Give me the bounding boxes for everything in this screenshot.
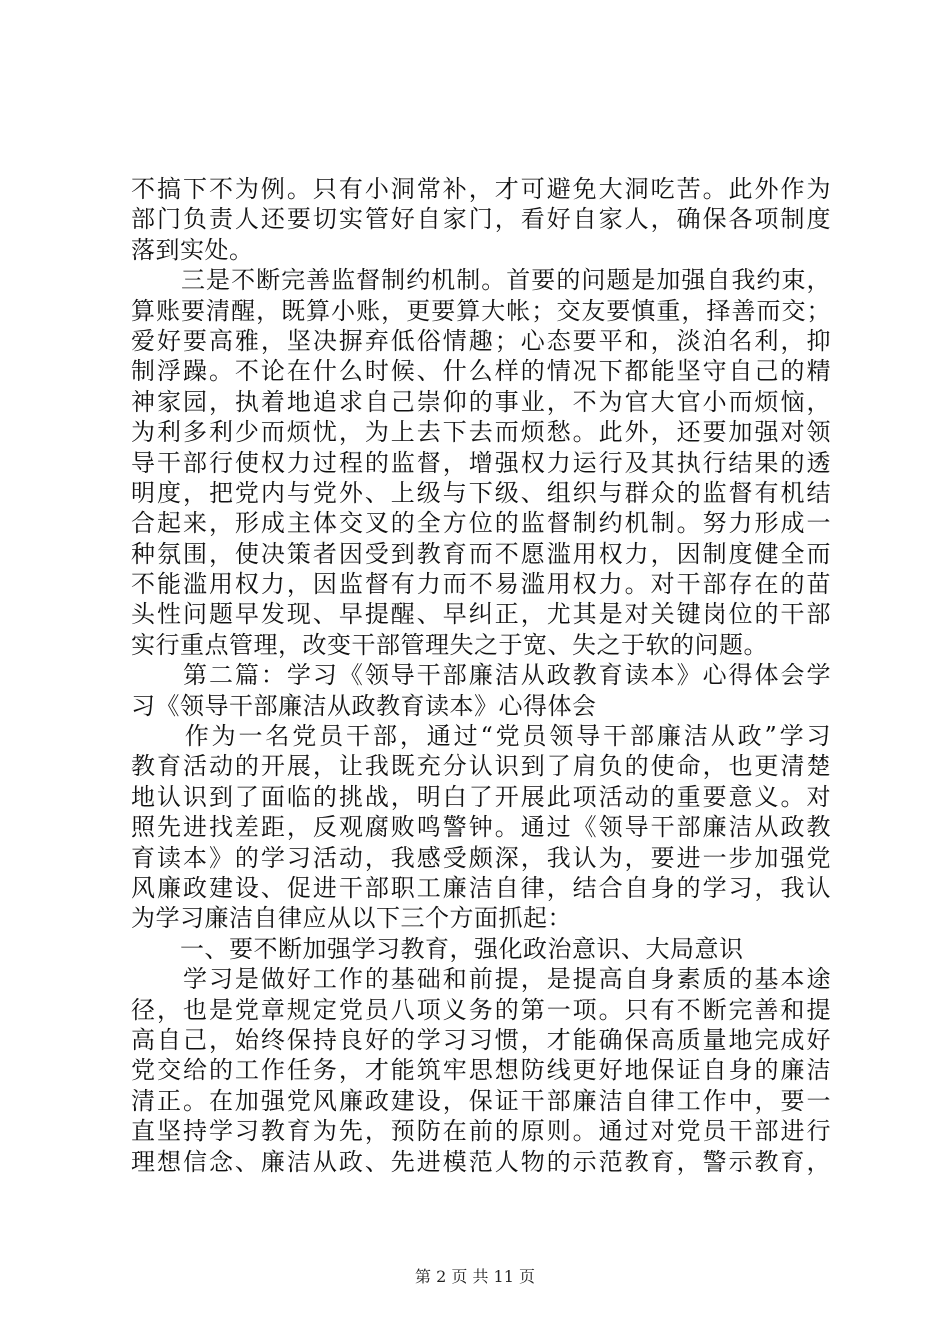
- text-line: 教育活动的开展，让我既充分认识到了肩负的使命，也更清楚: [131, 752, 831, 781]
- text-line: 径，也是党章规定党员八项义务的第一项。只有不断完善和提: [131, 995, 831, 1024]
- text-line: 一、要不断加强学习教育，强化政治意识、大局意识: [131, 934, 744, 963]
- page-footer: 第 2 页 共 11 页: [415, 1267, 535, 1286]
- text-line: 合起来，形成主体交叉的全方位的监督制约机制。努力形成一: [131, 509, 831, 538]
- text-line: 不搞下不为例。只有小洞常补，才可避免大洞吃苦。此外作为: [131, 175, 831, 203]
- text-line: 为学习廉洁自律应从以下三个方面抓起：: [131, 904, 572, 933]
- text-line: 实行重点管理，改变干部管理失之于宽、失之于软的问题。: [131, 630, 768, 659]
- text-line: 落到实处。: [131, 235, 254, 264]
- text-line: 神家园，执着地追求自己崇仰的事业，不为官大官小而烦恼，: [131, 387, 831, 416]
- text-line: 部门负责人还要切实管好自家门，看好自家人，确保各项制度: [131, 205, 831, 234]
- text-line: 三是不断完善监督制约机制。首要的问题是加强自我约束，: [131, 266, 831, 295]
- text-line: 学习是做好工作的基础和前提，是提高自身素质的基本途: [131, 965, 831, 994]
- text-line: 作为一名党员干部，通过“党员领导干部廉洁从政”学习: [131, 722, 831, 751]
- text-line: 党交给的工作任务，才能筑牢思想防线更好地保证自身的廉洁: [131, 1056, 831, 1085]
- text-line: 育读本》的学习活动，我感受颇深，我认为，要进一步加强党: [131, 843, 831, 872]
- text-line: 清正。在加强党风廉政建设，保证干部廉洁自律工作中，要一: [131, 1086, 831, 1115]
- text-line: 种氛围，使决策者因受到教育而不愿滥用权力，因制度健全而: [131, 539, 831, 568]
- text-line: 头性问题早发现、早提醒、早纠正，尤其是对关键岗位的干部: [131, 600, 831, 629]
- text-line: 明度，把党内与党外、上级与下级、组织与群众的监督有机结: [131, 478, 831, 507]
- body-text: [131, 174, 831, 1177]
- text-line: 风廉政建设、促进干部职工廉洁自律，结合自身的学习，我认: [131, 873, 831, 902]
- text-line: 为利多利少而烦忧，为上去下去而烦愁。此外，还要加强对领: [131, 418, 831, 447]
- text-line: 直坚持学习教育为先，预防在前的原则。通过对党员干部进行: [131, 1117, 831, 1146]
- text-line: 地认识到了面临的挑战，明白了开展此项活动的重要意义。对: [131, 782, 831, 811]
- text-line: 导干部行使权力过程的监督，增强权力运行及其执行结果的透: [131, 448, 831, 477]
- text-line: 高自己，始终保持良好的学习习惯，才能确保高质量地完成好: [131, 1025, 831, 1054]
- text-line: 爱好要高雅，坚决摒弃低俗情趣；心态要平和，淡泊名利，抑: [131, 326, 831, 355]
- text-line: 不能滥用权力，因监督有力而不易滥用权力。对干部存在的苗: [131, 570, 831, 599]
- text-line: 算账要清醒，既算小账，更要算大帐；交友要慎重，择善而交；: [131, 296, 831, 325]
- text-line: 理想信念、廉洁从政、先进模范人物的示范教育，警示教育，: [131, 1147, 831, 1176]
- text-line: 第二篇：学习《领导干部廉洁从政教育读本》心得体会学: [131, 661, 831, 690]
- text-line: 习《领导干部廉洁从政教育读本》心得体会: [131, 691, 597, 720]
- text-line: 制浮躁。不论在什么时候、什么样的情况下都能坚守自己的精: [131, 357, 831, 386]
- text-line: 照先进找差距，反观腐败鸣警钟。通过《领导干部廉洁从政教: [131, 813, 831, 842]
